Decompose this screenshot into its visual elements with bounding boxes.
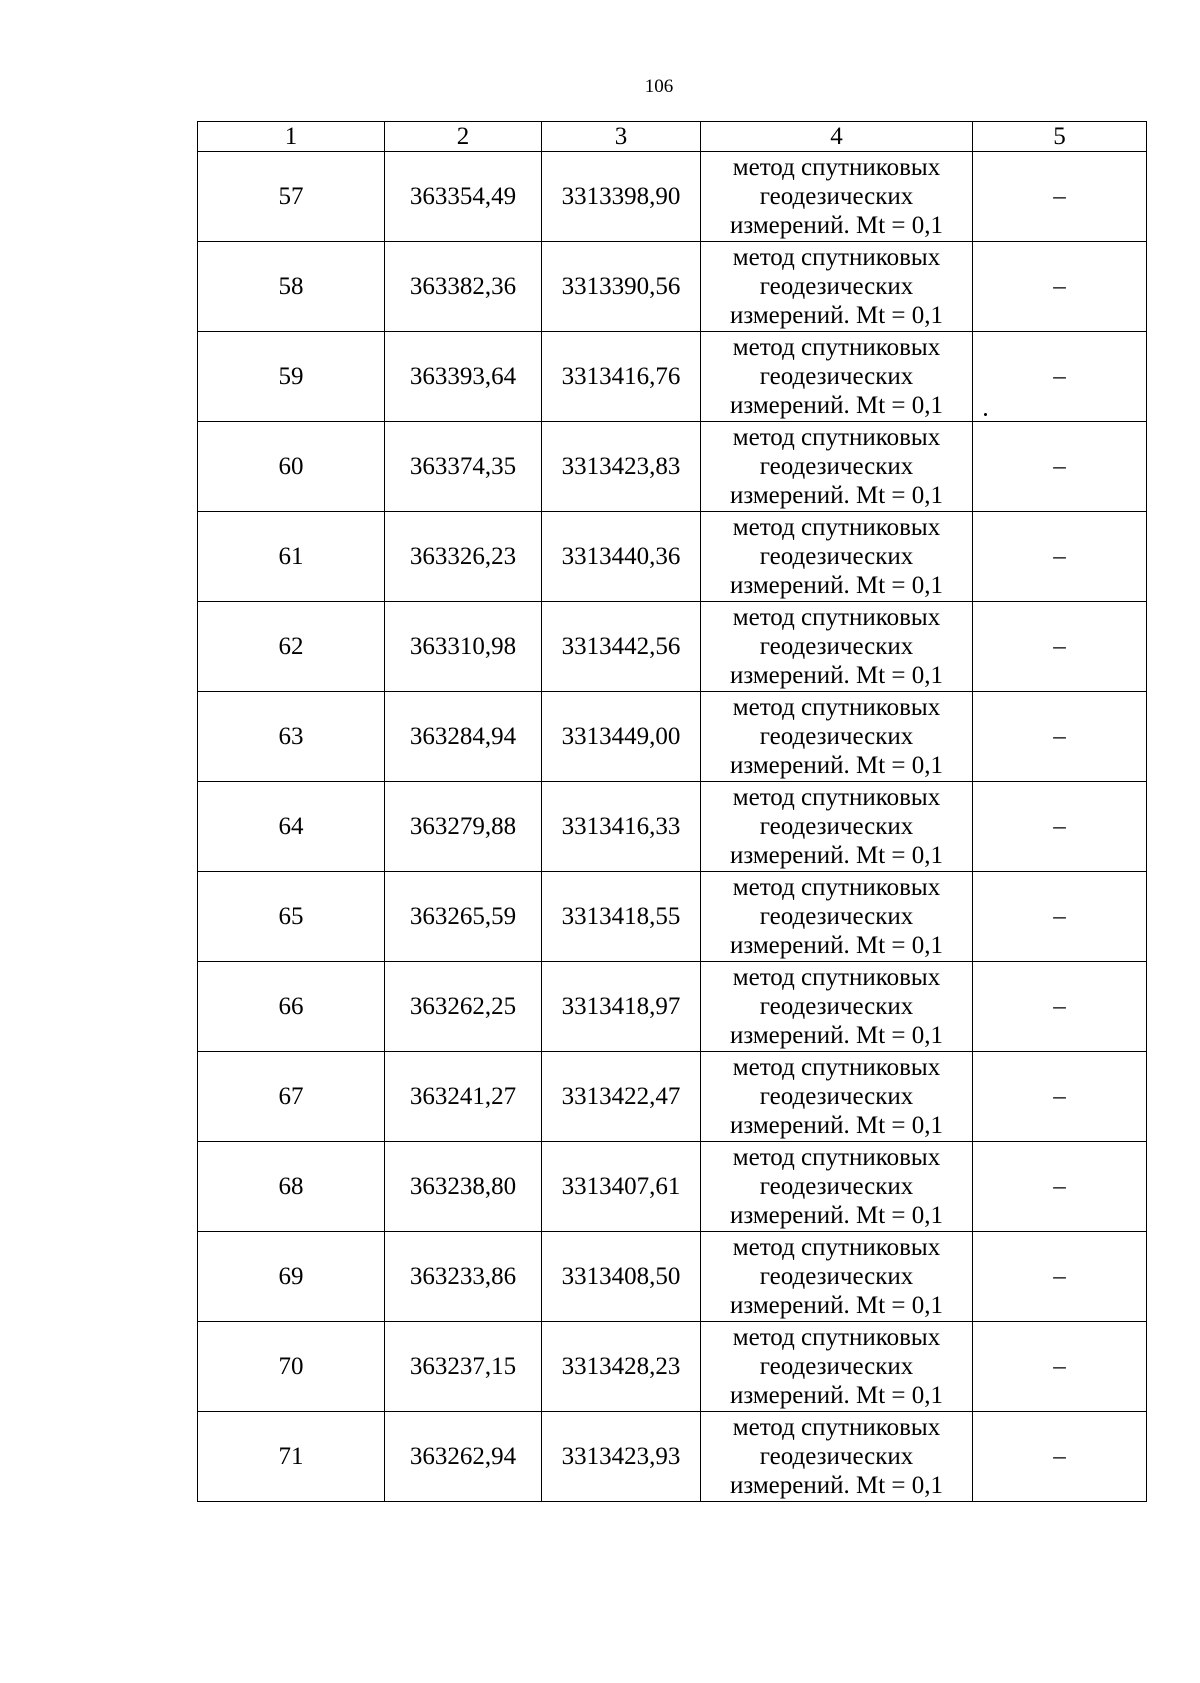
x-coordinate-cell: 363354,49 — [385, 152, 542, 242]
method-cell — [701, 782, 973, 872]
point-number-cell: 70 — [198, 1322, 385, 1412]
point-number-cell: 67 — [198, 1052, 385, 1142]
method-line: геодезических — [759, 363, 914, 390]
y-coordinate-cell: 3313416,33 — [542, 782, 701, 872]
method-line: измерений. Mt = 0,1 — [729, 572, 944, 599]
point-number-cell: 69 — [198, 1232, 385, 1322]
y-coordinate-cell: 3313398,90 — [542, 152, 701, 242]
note-cell: – — [973, 422, 1147, 512]
header-col-2: 2 — [385, 122, 542, 152]
method-line: метод спутниковых — [732, 514, 941, 541]
method-line: метод спутниковых — [732, 874, 941, 901]
x-coordinate-cell: 363326,23 — [385, 512, 542, 602]
method-line: измерений. Mt = 0,1 — [729, 1202, 944, 1229]
method-cell — [701, 512, 973, 602]
method-line: геодезических — [759, 453, 914, 480]
method-cell — [701, 152, 973, 242]
method-line: измерений. Mt = 0,1 — [729, 212, 944, 239]
method-line: геодезических — [759, 1173, 914, 1200]
method-cell — [701, 692, 973, 782]
y-coordinate-cell: 3313442,56 — [542, 602, 701, 692]
method-line: метод спутниковых — [732, 244, 941, 271]
method-line: измерений. Mt = 0,1 — [729, 1382, 944, 1409]
point-number-cell: 65 — [198, 872, 385, 962]
note-cell: – — [973, 602, 1147, 692]
note-cell: – — [973, 332, 1147, 422]
table-header — [198, 122, 1147, 152]
point-number-cell: 61 — [198, 512, 385, 602]
table-body — [198, 152, 1147, 1502]
table-row — [198, 782, 1147, 872]
method-line: геодезических — [759, 543, 914, 570]
note-cell: – — [973, 1322, 1147, 1412]
method-cell — [701, 242, 973, 332]
method-line: геодезических — [759, 813, 914, 840]
method-line: геодезических — [759, 1443, 914, 1470]
method-cell — [701, 962, 973, 1052]
method-line: метод спутниковых — [732, 424, 941, 451]
method-cell — [701, 1412, 973, 1502]
table-row — [198, 152, 1147, 242]
table-row — [198, 1142, 1147, 1232]
point-number-cell: 71 — [198, 1412, 385, 1502]
note-cell: – — [973, 872, 1147, 962]
note-cell: – — [973, 782, 1147, 872]
x-coordinate-cell: 363374,35 — [385, 422, 542, 512]
header-col-5: 5 — [973, 122, 1147, 152]
table-row — [198, 1232, 1147, 1322]
method-line: метод спутниковых — [732, 1054, 941, 1081]
x-coordinate-cell: 363233,86 — [385, 1232, 542, 1322]
method-line: измерений. Mt = 0,1 — [729, 752, 944, 779]
point-number-cell: 64 — [198, 782, 385, 872]
note-cell: – — [973, 512, 1147, 602]
method-line: метод спутниковых — [732, 154, 941, 181]
method-line: измерений. Mt = 0,1 — [729, 302, 944, 329]
header-col-4: 4 — [701, 122, 973, 152]
method-line: метод спутниковых — [732, 784, 941, 811]
header-row — [198, 122, 1147, 152]
scan-speck — [984, 413, 987, 416]
x-coordinate-cell: 363265,59 — [385, 872, 542, 962]
table-row — [198, 242, 1147, 332]
x-coordinate-cell: 363262,94 — [385, 1412, 542, 1502]
y-coordinate-cell: 3313418,55 — [542, 872, 701, 962]
method-line: метод спутниковых — [732, 694, 941, 721]
method-cell — [701, 1052, 973, 1142]
point-number-cell: 66 — [198, 962, 385, 1052]
header-col-3: 3 — [542, 122, 701, 152]
method-line: геодезических — [759, 1263, 914, 1290]
x-coordinate-cell: 363241,27 — [385, 1052, 542, 1142]
point-number-cell: 62 — [198, 602, 385, 692]
method-cell — [701, 422, 973, 512]
table-row — [198, 512, 1147, 602]
note-cell: – — [973, 692, 1147, 782]
table-row — [198, 332, 1147, 422]
coordinates-table — [197, 121, 1147, 1502]
note-cell: – — [973, 1412, 1147, 1502]
method-line: геодезических — [759, 273, 914, 300]
y-coordinate-cell: 3313418,97 — [542, 962, 701, 1052]
y-coordinate-cell: 3313416,76 — [542, 332, 701, 422]
method-cell — [701, 332, 973, 422]
method-line: измерений. Mt = 0,1 — [729, 932, 944, 959]
point-number-cell: 60 — [198, 422, 385, 512]
method-line: измерений. Mt = 0,1 — [729, 1472, 944, 1499]
point-number-cell: 57 — [198, 152, 385, 242]
method-line: метод спутниковых — [732, 1144, 941, 1171]
point-number-cell: 59 — [198, 332, 385, 422]
table-row — [198, 872, 1147, 962]
y-coordinate-cell: 3313428,23 — [542, 1322, 701, 1412]
method-line: измерений. Mt = 0,1 — [729, 1112, 944, 1139]
point-number-cell: 68 — [198, 1142, 385, 1232]
note-cell: – — [973, 962, 1147, 1052]
y-coordinate-cell: 3313449,00 — [542, 692, 701, 782]
method-line: геодезических — [759, 633, 914, 660]
method-line: метод спутниковых — [732, 1324, 941, 1351]
method-line: измерений. Mt = 0,1 — [729, 392, 944, 419]
table-row — [198, 1412, 1147, 1502]
y-coordinate-cell: 3313440,36 — [542, 512, 701, 602]
table-row — [198, 1322, 1147, 1412]
y-coordinate-cell: 3313423,83 — [542, 422, 701, 512]
method-line: измерений. Mt = 0,1 — [729, 1292, 944, 1319]
method-line: измерений. Mt = 0,1 — [729, 842, 944, 869]
y-coordinate-cell: 3313408,50 — [542, 1232, 701, 1322]
x-coordinate-cell: 363284,94 — [385, 692, 542, 782]
method-line: геодезических — [759, 1353, 914, 1380]
method-cell — [701, 1322, 973, 1412]
table-row — [198, 1052, 1147, 1142]
x-coordinate-cell: 363382,36 — [385, 242, 542, 332]
note-cell: – — [973, 1232, 1147, 1322]
method-line: геодезических — [759, 993, 914, 1020]
point-number-cell: 63 — [198, 692, 385, 782]
note-cell: – — [973, 1052, 1147, 1142]
y-coordinate-cell: 3313423,93 — [542, 1412, 701, 1502]
table-row — [198, 422, 1147, 512]
header-col-1: 1 — [198, 122, 385, 152]
method-line: измерений. Mt = 0,1 — [729, 1022, 944, 1049]
method-line: метод спутниковых — [732, 604, 941, 631]
table-row — [198, 962, 1147, 1052]
method-line: метод спутниковых — [732, 334, 941, 361]
x-coordinate-cell: 363262,25 — [385, 962, 542, 1052]
x-coordinate-cell: 363393,64 — [385, 332, 542, 422]
method-line: метод спутниковых — [732, 964, 941, 991]
y-coordinate-cell: 3313390,56 — [542, 242, 701, 332]
method-line: геодезических — [759, 1083, 914, 1110]
method-cell — [701, 872, 973, 962]
method-line: геодезических — [759, 723, 914, 750]
method-cell — [701, 1232, 973, 1322]
method-line: геодезических — [759, 903, 914, 930]
method-line: измерений. Mt = 0,1 — [729, 482, 944, 509]
note-cell: – — [973, 152, 1147, 242]
table-row — [198, 602, 1147, 692]
note-cell: – — [973, 242, 1147, 332]
method-cell — [701, 602, 973, 692]
y-coordinate-cell: 3313422,47 — [542, 1052, 701, 1142]
method-line: геодезических — [759, 183, 914, 210]
method-line: метод спутниковых — [732, 1234, 941, 1261]
method-cell — [701, 1142, 973, 1232]
point-number-cell: 58 — [198, 242, 385, 332]
method-line: измерений. Mt = 0,1 — [729, 662, 944, 689]
table-row — [198, 692, 1147, 782]
note-cell: – — [973, 1142, 1147, 1232]
page-number: 106 — [644, 76, 674, 97]
x-coordinate-cell: 363237,15 — [385, 1322, 542, 1412]
method-line: метод спутниковых — [732, 1414, 941, 1441]
x-coordinate-cell: 363238,80 — [385, 1142, 542, 1232]
y-coordinate-cell: 3313407,61 — [542, 1142, 701, 1232]
x-coordinate-cell: 363279,88 — [385, 782, 542, 872]
x-coordinate-cell: 363310,98 — [385, 602, 542, 692]
